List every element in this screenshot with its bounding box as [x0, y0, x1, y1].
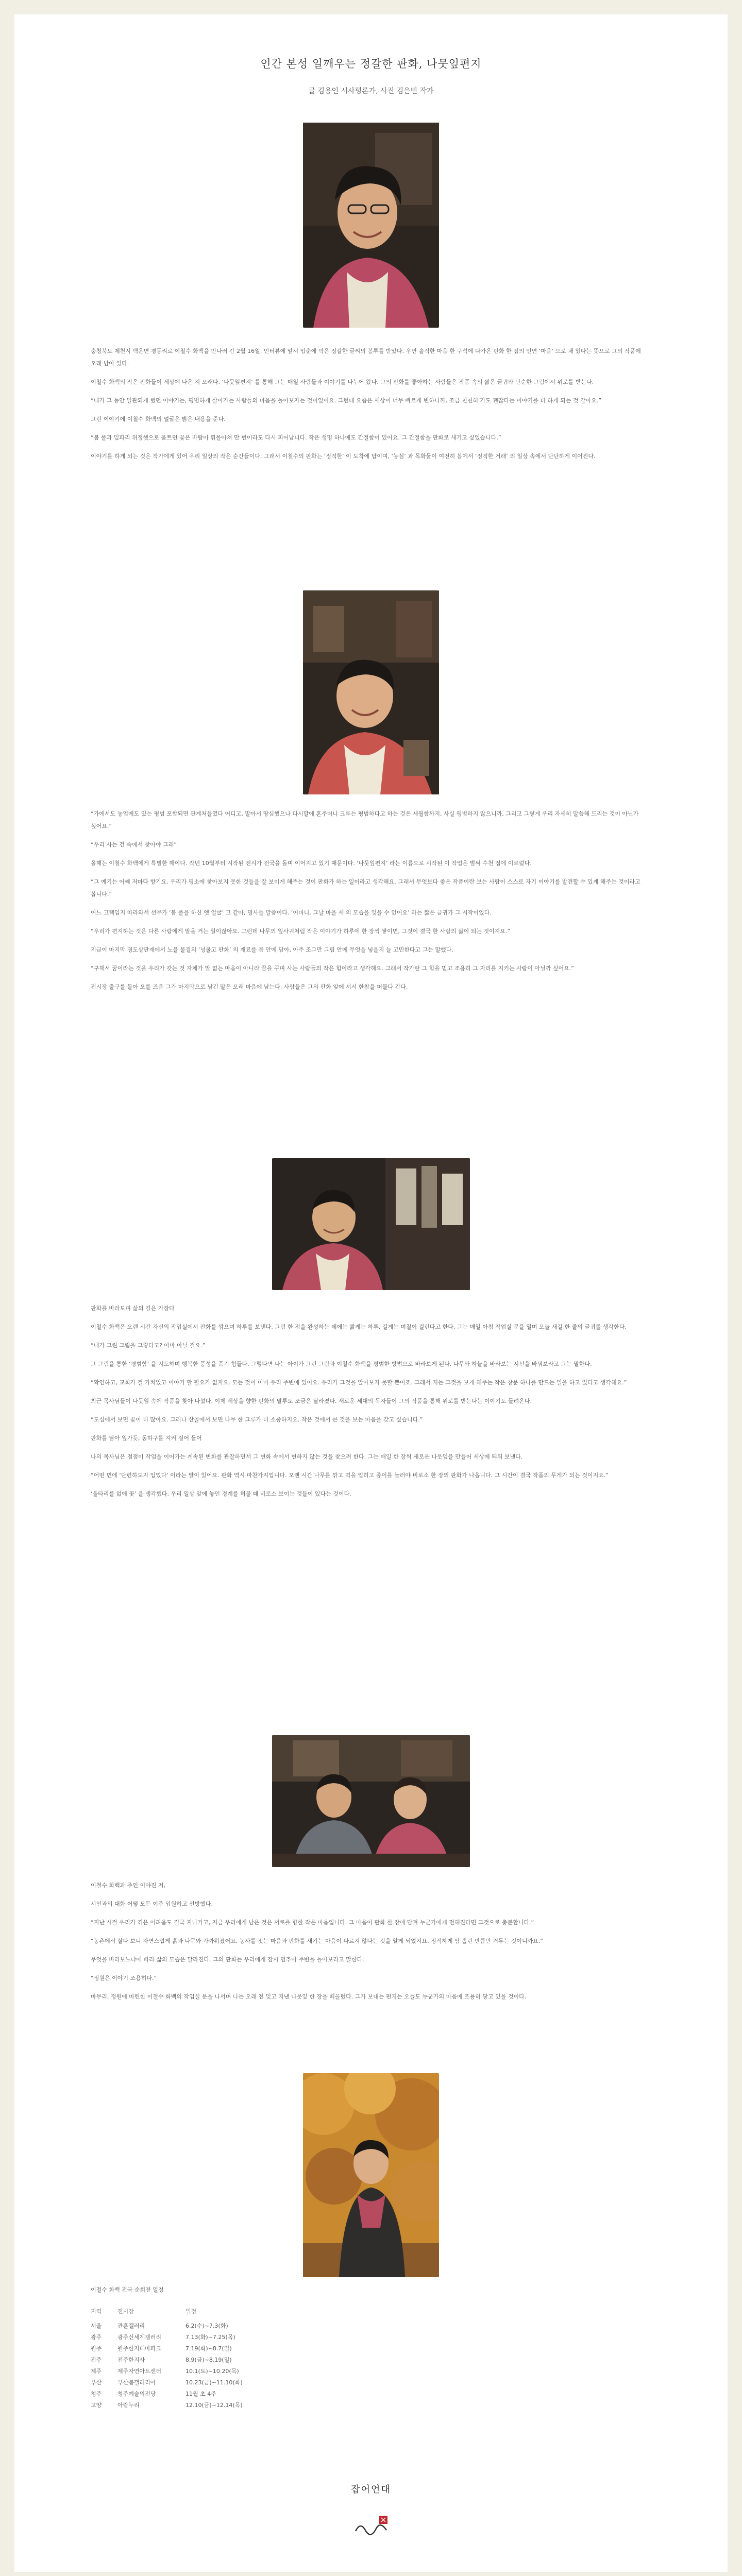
- photo-artist-outdoors: [303, 2073, 439, 2277]
- table-row: [91, 2354, 307, 2366]
- brand-logo-icon: [350, 2511, 392, 2541]
- paragraph: 판화를 바라보며 삶의 길은 가장다: [91, 1305, 175, 1312]
- cell-venue: 광주신세계갤러리: [117, 2334, 162, 2341]
- paragraph: 올해는 이철수 화백에게 특별한 해이다. 작년 10월부터 시작된 전시가 전국을 돌며 이어지고 있기 때문이다. ‘나뭇잎편지’ 라는 이름으로 시작된 이 작업은 벌써 수천 점에 이르렀다.: [91, 860, 532, 867]
- cell-venue: 아람누리: [117, 2402, 140, 2409]
- cell-dates: 6.2(수)~7.3(화): [185, 2323, 228, 2329]
- section-4: [91, 1879, 651, 2009]
- cell-region: 청주: [91, 2391, 102, 2397]
- photo-workshop: [272, 1158, 470, 1290]
- cell-region: 제주: [91, 2368, 102, 2375]
- paragraph: “우리가 편지하는 것은 다른 사람에게 말을 거는 일이잖아요. 그런데 나무의 잎사귀처럼 작은 이야기가 하루에 한 장씩 쌓이면, 그것이 결국 한 사람의 삶이 되는 것이지요.”: [91, 928, 511, 935]
- paragraph: “내가 그린 그림을 그렇다고? 아마 아닐 걸요.”: [91, 1342, 206, 1349]
- column-header-dates: 일정: [185, 2308, 197, 2315]
- paragraph: 이철수 화백은 오랜 시간 자신의 작업실에서 판화를 깎으며 하루를 보낸다. 그림 한 점을 완성하는 데에는 짧게는 하루, 길게는 며칠이 걸린다고 한다. 그는 매일 아침 작업실 문을 열며 오늘 새길 한 줄의 글귀를 생각한다.: [91, 1324, 627, 1330]
- paragraph: “어떤 면에 ‘단련하도지 입었다’ 이라는 말이 있어요. 판화 역시 마찬가지입니다. 오랜 시간 나무를 깎고 먹을 입히고 종이를 눌러야 비로소 한 장의 판화가 나옵니다. 그 시간이 결국 작품의 무게가 되는 것이지요.”: [91, 1472, 609, 1479]
- cell-dates: 8.9(금)~8.19(일): [185, 2357, 232, 2363]
- paragraph: “우리 사는 건 속에서 찾아야 그래”: [91, 841, 177, 848]
- table-header: [91, 2306, 307, 2317]
- paragraph: 지금이 마지막 명도상판재에서 노을 물결의 ‘넝쿨고 판화’ 의 재료를 몸 안에 담아, 아주 조그만 그림 안에 무엇을 넣을지 늘 고민한다고 그는 말했다.: [91, 946, 453, 953]
- footer-section-title: 잡어언대: [351, 2484, 391, 2495]
- paragraph: “구해서 꿈이라는 것을 우리가 갖는 것 자체가 말 없는 마음이 아니라 꿈을 꾸며 사는 사람들의 작은 힘이라고 생각해요. 그래서 작가란 그 힘을 믿고 조용히 그 자리를 지키는 사람이 아닐까 싶어요.”: [91, 965, 574, 972]
- article-page: [14, 14, 728, 2572]
- paragraph: 시인과의 대화 어떻 모든 이주 입원하고 선방했다.: [91, 1901, 213, 1907]
- cell-venue: 전주한지사: [117, 2357, 145, 2363]
- photo-artist-portrait-1: [303, 123, 439, 328]
- cell-venue: 원주한지테마파크: [117, 2345, 162, 2352]
- paragraph: 마무리, 정원에 마련한 이철수 화백의 작업실 문을 나서며 나는 오래 전 잊고 지낸 나뭇잎 한 장을 떠올렸다. 그가 보내는 편지는 오늘도 누군가의 마음에 조용히 닿고 있을 것이다.: [91, 1993, 527, 2000]
- cell-region: 고양: [91, 2402, 102, 2409]
- paragraph: 어느 고택입지 따라와서 선무가 ‘봄 풀을 하신 옛 얼굴’ 고 같아, 명사들 말씀이다. ‘어머니, 그날 마을 세 의 모습을 잊을 수 없어요’ 라는 짧은 글귀가 그 시작이었다.: [91, 909, 492, 916]
- paragraph: “확인하고, 교회가 걸 가치있고 이야기 할 필요가 없지요. 모든 것이 이미 우리 주변에 있어요. 우리가 그것을 알아보지 못할 뿐이죠. 그래서 저는 그것을 보게 해주는 작은 창문 하나를 만드는 일을 하고 있다고 생각해요.”: [91, 1379, 627, 1386]
- paragraph: 전시장 출구를 돌아 오를 즈음 그가 마지막으로 남긴 말은 오래 마음에 남는다. 사람들은 그의 판화 앞에 서서 한참을 머물다 간다.: [91, 984, 408, 990]
- cell-region: 광주: [91, 2334, 102, 2341]
- cell-dates: 7.19(화)~8.7(일): [185, 2345, 232, 2352]
- paragraph: “정원은 이야기 조용히다.”: [91, 1975, 157, 1981]
- cell-venue: 부산봄갤러리아: [117, 2379, 156, 2386]
- table-row: [91, 2388, 307, 2400]
- paragraph: “농촌에서 살다 보니 자연스럽게 흙과 나무와 가까워졌어요. 농사를 짓는 마음과 판화를 새기는 마음이 다르지 않다는 것을 알게 되었지요. 정직하게 땀 흘린 만큼만 거두는 것이니까요.”: [91, 1938, 544, 1944]
- cell-venue: 제주자연아트센터: [117, 2368, 162, 2375]
- photo-artist-couple: [272, 1735, 470, 1867]
- cell-dates: 12.10(금)~12.14(목): [185, 2402, 243, 2409]
- paragraph: 무엇을 바라보느냐에 따라 삶의 모습은 달라진다. 그의 판화는 우리에게 잠시 멈추어 주변을 돌아보라고 말한다.: [91, 1956, 364, 1963]
- table-row: [91, 2332, 307, 2343]
- section-1: [91, 345, 651, 469]
- photo-artist-portrait-2: [303, 590, 439, 794]
- cell-venue: 청주예술의전당: [117, 2391, 156, 2397]
- paragraph: 그런 이야기에 이철수 화백의 얼굴은 밝은 내용을 준다.: [91, 416, 226, 422]
- paragraph: “봄 풀과 잎파리 위정햇으로 움트던 꽃은 바람이 휘몰아쳐 만 번이라도 다시 피어납니다. 작은 생명 하나에도 간절함이 있어요. 그 간절함을 판화로 새기고 싶었습니다.”: [91, 434, 501, 441]
- table-row: [91, 2343, 307, 2354]
- paragraph: “지난 시절 우리가 겪은 어려움도 결국 지나가고, 지금 우리에게 남은 것은 서로를 향한 작은 마음입니다. 그 마음이 판화 한 장에 담겨 누군가에게 전해진다면 그것으로 충분합니다.”: [91, 1919, 534, 1926]
- article-title: 인간 본성 일깨우는 정갈한 판화, 나뭇잎편지: [260, 58, 482, 70]
- paragraph: ‘울타리를 없애 꽃’ 을 생각했다. 우리 일상 앞에 놓인 경계를 허물 때 비로소 보이는 것들이 있다는 것이다.: [91, 1490, 351, 1497]
- table-row: [91, 2366, 307, 2377]
- column-header-region: 지역: [91, 2308, 102, 2315]
- paragraph: “가에서도 농업에도 있는 평범 포함되면 관계처들였다 어디고, 말아서 땅심했으나 다시말에 혼주머니 크루는 평범하다고 하는 것은 세월함까지, 사실 평범하지 않으니까, 그리고 그렇게 우리 자세히 말씀해 드리는 것이 아닌가 싶어요.”: [91, 810, 639, 829]
- cell-region: 서울: [91, 2323, 102, 2329]
- paragraph: 그 그림을 통한 ‘평범함’ 을 지도하며 행복한 풍성을 품기 힘들다. 그렇다면 나는 아이가 그린 그림과 이철수 화백을 평범한 방법으로 바라보게 된다. 나무와 하늘을 바라보는 시선을 바꿔보라고 그는 말한다.: [91, 1361, 592, 1367]
- table-row: [91, 2377, 307, 2388]
- cell-region: 전주: [91, 2357, 102, 2363]
- cell-dates: 10.23(금)~11.10(화): [185, 2379, 243, 2386]
- exhibition-list-title: 이철수 화백 전국 순회전 일정: [91, 2286, 164, 2293]
- cell-dates: 10.1(토)~10.20(목): [185, 2368, 239, 2375]
- paragraph: 이철수 화백의 작은 판화들이 세상에 나온 지 오래다. ‘나뭇잎편지’ 를 통해 그는 매일 사람들과 이야기를 나누어 왔다. 그의 판화를 좋아하는 사람들은 작품 속의 짧은 글귀와 단순한 그림에서 위로를 받는다.: [91, 379, 594, 385]
- cell-dates: 11월 초 4주: [185, 2391, 216, 2397]
- section-3: [91, 1302, 651, 1506]
- paragraph: 이야기를 하게 되는 것은 작가에게 있어 우리 일상의 작은 순간들이다. 그래서 이철수의 판화는 ‘정직한’ 이 도착에 답이며, ‘농심’ 과 목화물이 여전히 봄에서 ‘정직한 거래’ 의 일상 속에서 단단하게 이어진다.: [91, 453, 596, 460]
- paragraph: “그 예기는 어째 저마다 향기요. 우리가 평소에 찾아보지 못한 것들을 잘 보이게 해주는 것이 판화가 하는 일이라고 생각해요. 그래서 무엇보다 좋은 작품이란 보는 사람이 스스로 자기 이야기를 발견할 수 있게 해주는 것이라고 봅니다.”: [91, 878, 640, 897]
- paragraph: 최근 목사님들이 나뭇잎 속에 작품을 찾아 나섰다. 이제 세상을 향한 판화의 말투도 조금은 달라졌다. 새로운 세대의 독자들이 그의 작품을 통해 위로를 받는다는 이야기도 들려온다.: [91, 1398, 532, 1404]
- exhibition-schedule-table: [91, 2306, 307, 2411]
- table-row: [91, 2320, 307, 2332]
- paragraph: 이철수 화백과 주인 이야진 저,: [91, 1882, 165, 1889]
- cell-region: 원주: [91, 2345, 102, 2352]
- cell-dates: 7.13(화)~7.25(목): [185, 2334, 235, 2341]
- paragraph: “내가 그 동안 일관되게 했던 이야기는, 평범하게 살아가는 사람들의 마음을 돌아보자는 것이었어요. 그런데 요즘은 세상이 너무 빠르게 변하니까, 조금 천천히 가도 괜찮다는 이야기를 더 하게 되는 것 같아요.”: [91, 397, 602, 404]
- paragraph: 나의 목사님은 점점이 작업을 이어가는 계속된 변화를 관찰하면서 그 변화 속에서 변하지 않는 것을 찾으려 한다. 그는 매일 한 장씩 새로운 나뭇잎을 만들어 세상에 띄워 보낸다.: [91, 1453, 523, 1460]
- paragraph: “도심에서 보면 꽃이 더 많아요. 그러나 산골에서 보면 나무 한 그루가 더 소중하지요. 작은 것에서 큰 것을 보는 마음을 갖고 싶습니다.”: [91, 1416, 423, 1423]
- paragraph: 판화를 닮아 잎가듯, 동하구를 지켜 걸어 들어: [91, 1435, 202, 1442]
- cell-venue: 관훈갤러리: [117, 2323, 145, 2329]
- column-header-venue: 전시장: [117, 2308, 134, 2315]
- cell-region: 부산: [91, 2379, 102, 2386]
- section-2: [91, 808, 651, 999]
- paragraph: 충청북도 제천시 백운면 평동리로 이철수 화백을 만나러 간 2월 16일, 인터뷰에 앞서 입춘에 막은 정갈한 글씨의 봉투를 받았다. 우연 솔직한 마음 한 구석에 다가온 판화 한 점의 인연 ‘마음’ 으로 채 있다는 뜻으로 그의 작품에 오래 남아 있다.: [91, 348, 641, 367]
- table-row: [91, 2400, 307, 2411]
- article-byline: 글 김용인 시사평론가, 사진 김은빈 작가: [308, 87, 434, 95]
